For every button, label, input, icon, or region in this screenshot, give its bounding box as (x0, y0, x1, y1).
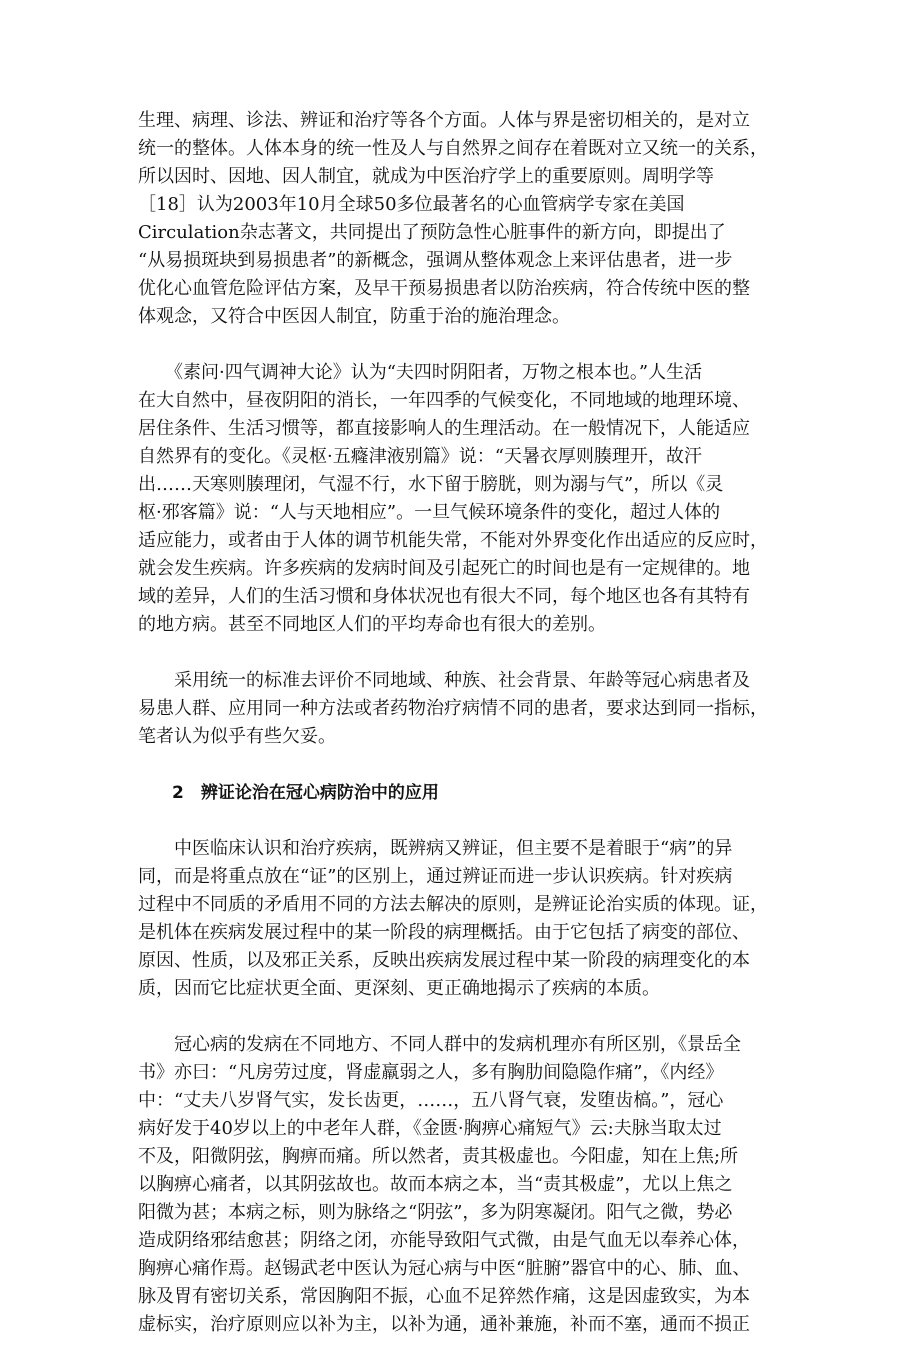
text-line: 是机体在疾病发展过程中的某一阶段的病理概括。由于它包括了病变的部位、 (138, 922, 750, 943)
text-line: 以胸痹心痛者，以其阴弦故也。故而本病之本，当“责其极虚”，尤以上焦之 (138, 1174, 733, 1195)
text-line: 虚标实，治疗原则应以补为主，以补为通，通补兼施，补而不塞，通而不损正 (138, 1314, 750, 1335)
text-line: 冠心病的发病在不同地方、不同人群中的发病机理亦有所区别，《景岳全 (138, 1034, 741, 1055)
text-line: 枢·邪客篇》说：“人与天地相应”。一旦气候环境条件的变化，超过人体的 (138, 502, 721, 523)
text-line: 笔者认为似乎有些欠妥。 (138, 726, 336, 747)
text-line: 就会发生疾病。许多疾病的发病时间及引起死亡的时间也是有一定规律的。地 (138, 558, 750, 579)
paragraph-2 (138, 359, 781, 639)
paragraph-3 (138, 667, 781, 751)
paragraph-4 (138, 835, 781, 1003)
text-line: 统一的整体。人体本身的统一性及人与自然界之间存在着既对立又统一的关系， (138, 138, 768, 159)
text-line: 的地方病。甚至不同地区人们的平均寿命也有很大的差别。 (138, 614, 606, 635)
text-line: 中：“丈夫八岁肾气实，发长齿更，……，五八肾气衰，发堕齿槁。”，冠心 (138, 1090, 724, 1111)
text-line: 生理、病理、诊法、辨证和治疗等各个方面。人体与界是密切相关的，是对立 (138, 110, 750, 131)
text-line: 中医临床认识和治疗疾病，既辨病又辨证，但主要不是着眼于“病”的异 (138, 838, 733, 859)
text-line: 《素问·四气调神大论》认为“夫四时阴阳者，万物之根本也。”人生活 (138, 362, 703, 383)
text-line: 所以因时、因地、因人制宜，就成为中医治疗学上的重要原则。周明学等 (138, 166, 714, 187)
text-line: 域的差异，人们的生活习惯和身体状况也有很大不同，每个地区也各有其特有 (138, 586, 750, 607)
text-line: 同，而是将重点放在“证”的区别上，通过辨证而进一步认识疾病。针对疾病 (138, 866, 733, 887)
paragraph-5 (138, 1031, 781, 1339)
text-line: 在大自然中，昼夜阴阳的消长，一年四季的气候变化，不同地域的地理环境、 (138, 390, 750, 411)
text-line: 病好发于40岁以上的中老年人群，《金匮·胸痹心痛短气》云:夫脉当取太过 (138, 1118, 722, 1139)
document-page (138, 107, 781, 1367)
text-line: 出……天寒则腠理闭，气湿不行，水下留于膀胱，则为溺与气”，所以《灵 (138, 474, 724, 495)
text-line: 不及，阳微阴弦，胸痹而痛。所以然者，责其极虚也。今阳虚，知在上焦;所 (138, 1146, 739, 1167)
text-line: 造成阴络邪结愈甚；阴络之闭，亦能导致阳气式微，由是气血无以奉养心体， (138, 1230, 750, 1251)
text-line: 胸痹心痛作焉。赵锡武老中医认为冠心病与中医“脏腑”器官中的心、肺、血、 (138, 1258, 751, 1279)
text-line: 优化心血管危险评估方案，及早干预易损患者以防治疾病，符合传统中医的整 (138, 278, 750, 299)
text-line: “从易损斑块到易损患者”的新概念，强调从整体观念上来评估患者，进一步 (138, 250, 733, 271)
text-line: ［18］认为2003年10月全球50多位最著名的心血管病学专家在美国 (138, 194, 685, 215)
text-line: 采用统一的标准去评价不同地域、种族、社会背景、年龄等冠心病患者及 (138, 670, 750, 691)
text-line: 适应能力，或者由于人体的调节机能失常，不能对外界变化作出适应的反应时， (138, 530, 768, 551)
text-line: 原因、性质，以及邪正关系，反映出疾病发展过程中某一阶段的病理变化的本 (138, 950, 750, 971)
text-line: 自然界有的变化。《灵枢·五癃津液别篇》说：“天暑衣厚则腠理开，故汗 (138, 446, 702, 467)
text-line: 阳微为甚；本病之标，则为脉络之“阴弦”，多为阴寒凝闭。阳气之微，势必 (138, 1202, 733, 1223)
text-line: 脉及胃有密切关系，常因胸阳不振，心血不足猝然作痛，这是因虚致实，为本 (138, 1286, 750, 1307)
text-line: 质，因而它比症状更全面、更深刻、更正确地揭示了疾病的本质。 (138, 978, 660, 999)
text-line: Circulation杂志著文，共同提出了预防急性心脏事件的新方向，即提出了 (138, 222, 726, 243)
text-line: 居住条件、生活习惯等，都直接影响人的生理活动。在一般情况下，人能适应 (138, 418, 750, 439)
text-line: 易患人群、应用同一种方法或者药物治疗病情不同的患者，要求达到同一指标， (138, 698, 768, 719)
text-line: 书》亦曰：“凡房劳过度，肾虚羸弱之人，多有胸肋间隐隐作痛”，《内经》 (138, 1062, 724, 1083)
text-line: 过程中不同质的矛盾用不同的方法去解决的原则，是辨证论治实质的体现。证， (138, 894, 768, 915)
paragraph-1 (138, 107, 781, 331)
section-heading: 2 辨证论治在冠心病防治中的应用 (138, 783, 439, 803)
text-line: 体观念，又符合中医因人制宜，防重于治的施治理念。 (138, 306, 570, 327)
